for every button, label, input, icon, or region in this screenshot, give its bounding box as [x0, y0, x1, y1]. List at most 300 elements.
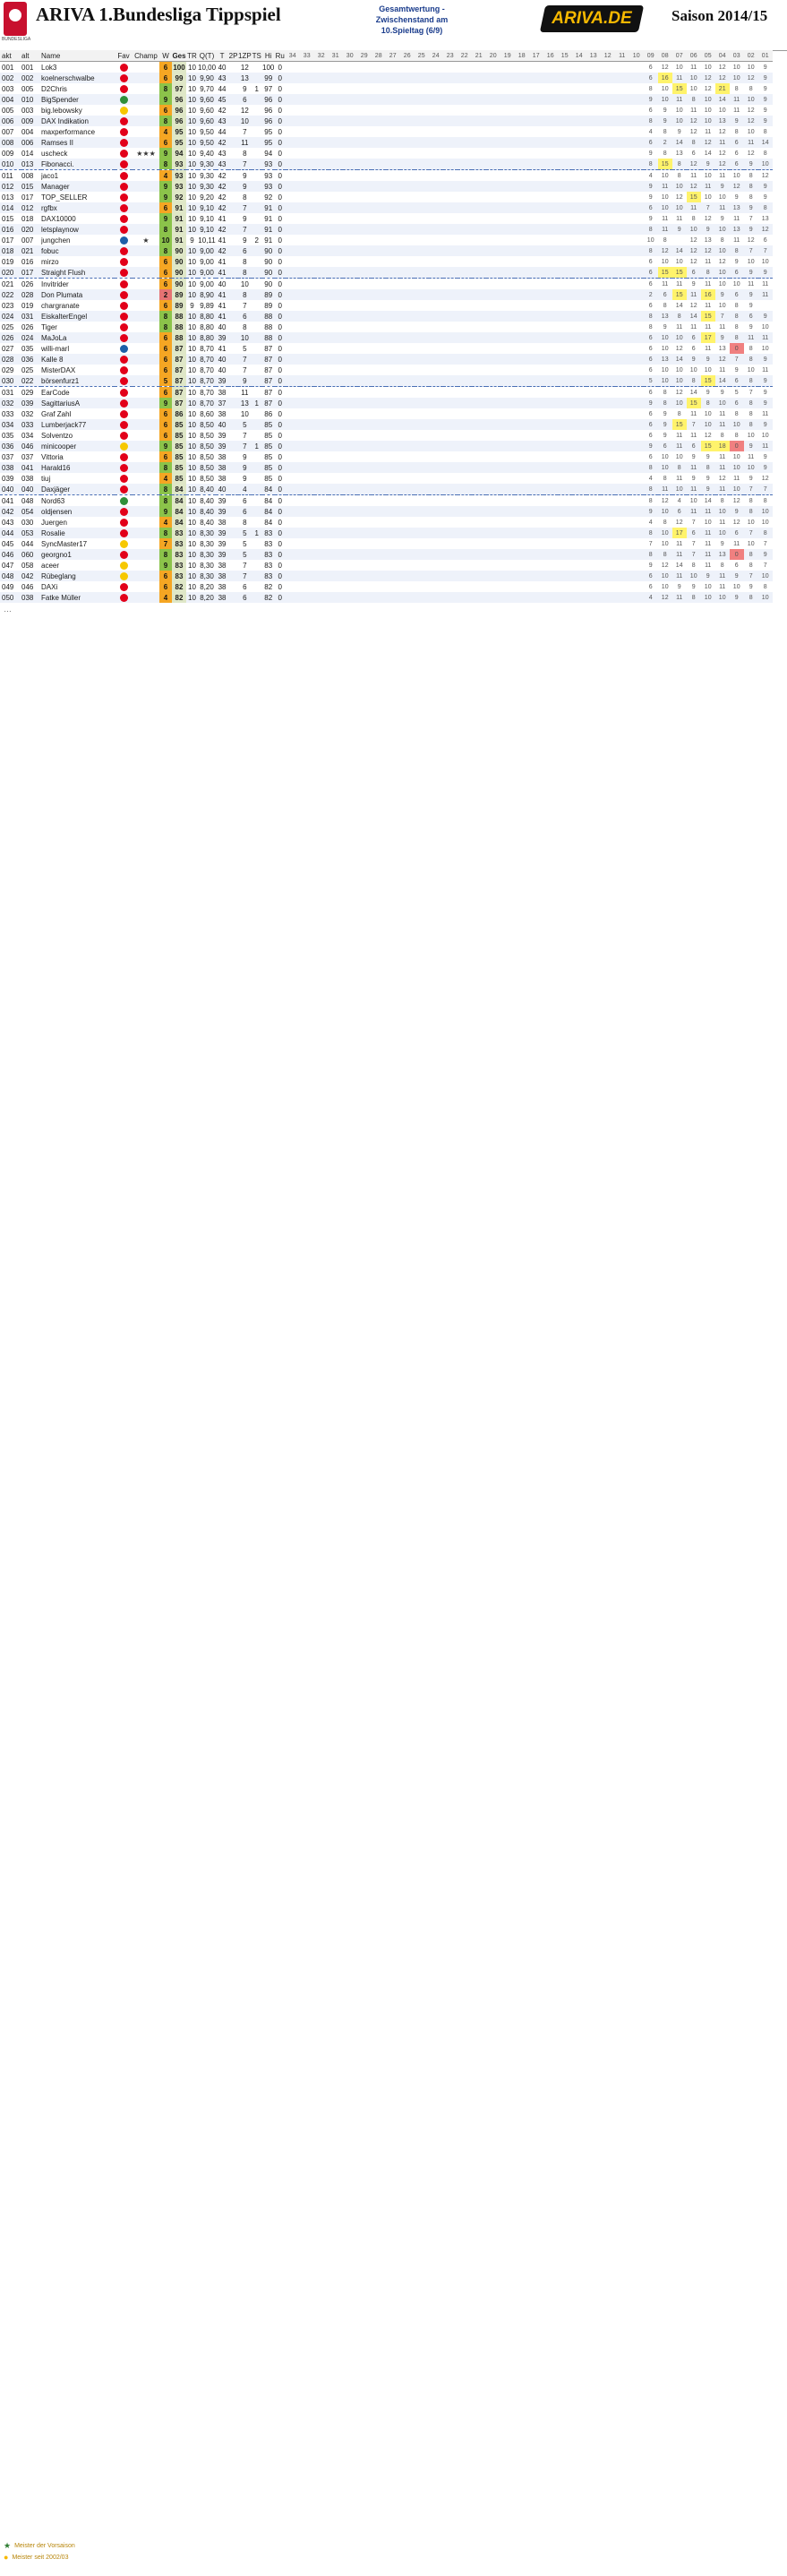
round-points: [343, 354, 357, 365]
round-points: 11: [672, 430, 687, 441]
round-points: 11: [701, 126, 715, 137]
tips-rounds: 10: [186, 332, 198, 343]
club-crest-icon: [120, 258, 128, 266]
rank-up: 0: [275, 560, 286, 571]
week-points: 8: [159, 224, 172, 235]
rank-current: 001: [0, 62, 21, 73]
player-name[interactable]: fobuc: [41, 245, 115, 256]
player-name[interactable]: DAX Indikation: [41, 116, 115, 126]
rank-up: 0: [275, 581, 286, 592]
player-name[interactable]: EiskalterEngel: [41, 311, 115, 322]
one-point: 6: [238, 495, 252, 507]
col-round: 03: [730, 50, 744, 62]
round-points: [386, 387, 400, 399]
round-points: 14: [672, 245, 687, 256]
rank-up: 0: [275, 528, 286, 538]
rank-previous: 007: [21, 235, 41, 245]
round-points: [357, 83, 372, 94]
round-points: 15: [658, 159, 672, 170]
table-row: [0, 538, 773, 549]
round-points: [500, 506, 515, 517]
round-points: [486, 581, 500, 592]
round-points: 9: [701, 484, 715, 495]
round-points: 6: [644, 430, 658, 441]
rank-up: 0: [275, 408, 286, 419]
round-points: [372, 375, 386, 387]
round-points: 6: [687, 528, 701, 538]
player-name[interactable]: TOP_SELLER: [41, 192, 115, 202]
round-points: [543, 332, 558, 343]
two-points: [228, 419, 238, 430]
round-points: [386, 73, 400, 83]
round-points: [558, 441, 572, 451]
round-points: 10: [715, 224, 730, 235]
round-points: [486, 300, 500, 311]
round-points: [343, 126, 357, 137]
round-points: 10: [730, 279, 744, 290]
round-points: [357, 267, 372, 279]
round-points: 9: [758, 462, 773, 473]
rank-previous: 002: [21, 73, 41, 83]
round-points: [429, 332, 443, 343]
one-point: 9: [238, 473, 252, 484]
club-crest-icon: [120, 475, 128, 483]
tips-rounds: 10: [186, 581, 198, 592]
round-points: [543, 571, 558, 581]
round-points: 6: [644, 62, 658, 73]
table-row: [0, 267, 773, 279]
two-points: [228, 365, 238, 375]
round-points: [601, 213, 615, 224]
round-points: [586, 441, 601, 451]
player-name[interactable]: SagittariusA: [41, 398, 115, 408]
tips-exact: 38: [216, 451, 228, 462]
favorite-club: [115, 332, 133, 343]
rank-previous: 026: [21, 322, 41, 332]
round-points: [558, 170, 572, 182]
tips-exact: 40: [216, 419, 228, 430]
favorite-club: [115, 245, 133, 256]
total-points: 85: [172, 430, 186, 441]
round-points: 6: [658, 441, 672, 451]
player-name[interactable]: Straight Flush: [41, 267, 115, 279]
round-points: 10: [758, 571, 773, 581]
round-points: [314, 365, 329, 375]
round-points: 10: [658, 451, 672, 462]
one-point: 7: [238, 300, 252, 311]
two-points: [228, 549, 238, 560]
tips-rounds: 10: [186, 192, 198, 202]
round-points: 8: [672, 170, 687, 182]
player-name[interactable]: uscheck: [41, 148, 115, 159]
round-points: [472, 224, 486, 235]
col-round: 04: [715, 50, 730, 62]
player-name[interactable]: jaco1: [41, 170, 115, 182]
player-name[interactable]: jungchen: [41, 235, 115, 245]
round-points: [601, 245, 615, 256]
round-points: [515, 105, 529, 116]
round-points: [500, 462, 515, 473]
one-point: 7: [238, 354, 252, 365]
club-crest-icon: [120, 139, 128, 147]
round-points: 9: [658, 408, 672, 419]
round-points: [300, 83, 314, 94]
player-name[interactable]: Rosalie: [41, 528, 115, 538]
round-points: [329, 549, 343, 560]
table-row: [0, 430, 773, 441]
one-point: 8: [238, 256, 252, 267]
one-point: 9: [238, 451, 252, 462]
quota: 8,30: [198, 560, 216, 571]
round-points: [615, 398, 629, 408]
round-points: [415, 343, 429, 354]
round-points: [586, 419, 601, 430]
round-points: [314, 408, 329, 419]
rank-current: 007: [0, 126, 21, 137]
round-points: [343, 365, 357, 375]
quota: 8,40: [198, 506, 216, 517]
round-points: 8: [658, 473, 672, 484]
round-points: [314, 279, 329, 290]
player-name[interactable]: Vittoria: [41, 451, 115, 462]
favorite-club: [115, 170, 133, 182]
champion-marks: [133, 332, 159, 343]
player-name[interactable]: mirzo: [41, 256, 115, 267]
round-points: [429, 375, 443, 387]
player-name[interactable]: Harald16: [41, 462, 115, 473]
player-name[interactable]: tiuj: [41, 473, 115, 484]
round-points: [286, 322, 300, 332]
round-points: [329, 137, 343, 148]
table-row: [0, 126, 773, 137]
round-points: 9: [644, 181, 658, 192]
round-points: [572, 181, 586, 192]
player-name[interactable]: willi-marl: [41, 343, 115, 354]
round-points: 10: [701, 62, 715, 73]
player-name[interactable]: MisterDAX: [41, 365, 115, 375]
round-points: [400, 332, 415, 343]
round-points: [372, 62, 386, 73]
round-points: 11: [715, 571, 730, 581]
round-points: [543, 484, 558, 495]
round-points: [515, 517, 529, 528]
player-name[interactable]: BigSpender: [41, 94, 115, 105]
total-points: 93: [172, 159, 186, 170]
round-points: 9: [687, 354, 701, 365]
player-name[interactable]: Ramses II: [41, 137, 115, 148]
round-points: 9: [744, 202, 758, 213]
tips-rounds: 10: [186, 354, 198, 365]
col-q: Q(T): [199, 51, 215, 60]
round-points: [429, 170, 443, 182]
round-points: 12: [715, 159, 730, 170]
player-name[interactable]: Fibonacci.: [41, 159, 115, 170]
round-points: [529, 484, 543, 495]
round-points: 10: [744, 126, 758, 137]
round-points: [443, 365, 458, 375]
round-points: [429, 549, 443, 560]
player-name[interactable]: letsplaynow: [41, 224, 115, 235]
round-points: [343, 441, 357, 451]
rank-up: 0: [275, 343, 286, 354]
player-name[interactable]: Kalle 8: [41, 354, 115, 365]
table-row: [0, 224, 773, 235]
round-points: 11: [701, 506, 715, 517]
round-points: [429, 105, 443, 116]
player-name[interactable]: rgfbx: [41, 202, 115, 213]
round-points: [386, 408, 400, 419]
round-points: [629, 332, 644, 343]
round-points: [343, 571, 357, 581]
round-points: [372, 408, 386, 419]
player-name[interactable]: DAX10000: [41, 213, 115, 224]
two-points: [228, 181, 238, 192]
rank-previous: 005: [21, 83, 41, 94]
one-point: 6: [238, 592, 252, 603]
table-row: [0, 235, 773, 245]
table-row: [0, 408, 773, 419]
player-name[interactable]: minicooper: [41, 441, 115, 451]
one-point: 9: [238, 235, 252, 245]
one-point: 8: [238, 148, 252, 159]
round-points: 11: [744, 279, 758, 290]
round-points: [458, 430, 472, 441]
tips-rounds: 10: [186, 571, 198, 581]
player-name[interactable]: Don Plumata: [41, 289, 115, 300]
one-point: 6: [238, 311, 252, 322]
round-points: [300, 267, 314, 279]
round-points: [372, 419, 386, 430]
player-name[interactable]: koelnerschwalbe: [41, 73, 115, 83]
rank-up: 0: [275, 73, 286, 83]
round-points: [286, 213, 300, 224]
round-points: [601, 484, 615, 495]
round-points: [400, 592, 415, 603]
round-points: [415, 354, 429, 365]
round-points: [486, 148, 500, 159]
favorite-club: [115, 267, 133, 279]
round-points: 10: [672, 398, 687, 408]
two-points: [228, 116, 238, 126]
round-points: 10: [658, 256, 672, 267]
round-points: [629, 322, 644, 332]
round-points: 11: [672, 592, 687, 603]
tips-rounds: 10: [186, 473, 198, 484]
round-points: 7: [687, 538, 701, 549]
round-points: 11: [701, 560, 715, 571]
round-points: 7: [744, 387, 758, 399]
round-points: [515, 451, 529, 462]
round-points: [314, 484, 329, 495]
round-points: [472, 387, 486, 399]
round-points: [543, 126, 558, 137]
round-points: [458, 62, 472, 73]
player-name[interactable]: EarCode: [41, 387, 115, 399]
round-points: [486, 517, 500, 528]
round-points: [357, 279, 372, 290]
round-points: [529, 462, 543, 473]
round-points: 6: [644, 343, 658, 354]
round-points: [486, 451, 500, 462]
round-points: [529, 279, 543, 290]
total-points: 94: [172, 148, 186, 159]
round-points: [601, 289, 615, 300]
two-points: [228, 451, 238, 462]
week-points: 6: [159, 279, 172, 290]
player-name[interactable]: Juergen: [41, 517, 115, 528]
top-score: [252, 495, 262, 507]
round-points: 9: [730, 192, 744, 202]
total-points: 90: [172, 256, 186, 267]
rank-previous: 031: [21, 311, 41, 322]
round-points: 4: [644, 592, 658, 603]
round-points: [615, 279, 629, 290]
round-points: [472, 441, 486, 451]
round-points: [386, 462, 400, 473]
round-points: [500, 528, 515, 538]
player-name[interactable]: Graf Zahl: [41, 408, 115, 419]
round-points: [543, 289, 558, 300]
player-name[interactable]: Fatke Müller: [41, 592, 115, 603]
quota: 9,00: [198, 245, 216, 256]
player-name[interactable]: Rübeglang: [41, 571, 115, 581]
round-points: [601, 83, 615, 94]
round-points: [386, 181, 400, 192]
two-points: [228, 592, 238, 603]
rank-current: 015: [0, 213, 21, 224]
round-points: [329, 202, 343, 213]
round-points: 0: [730, 343, 744, 354]
col-ges: Ges: [172, 51, 186, 60]
table-row: [0, 83, 773, 94]
week-points: 4: [159, 592, 172, 603]
two-points: [228, 495, 238, 507]
round-points: 8: [744, 170, 758, 182]
week-points: 8: [159, 462, 172, 473]
round-points: 7: [687, 517, 701, 528]
round-points: [443, 528, 458, 538]
round-points: [386, 354, 400, 365]
player-name[interactable]: Lok3: [41, 62, 115, 73]
round-points: [472, 235, 486, 245]
tips-rounds: 10: [186, 181, 198, 192]
round-points: [343, 592, 357, 603]
player-name[interactable]: Daxjäger: [41, 484, 115, 495]
round-points: 12: [672, 343, 687, 354]
round-points: [458, 343, 472, 354]
player-name[interactable]: MaJoLa: [41, 332, 115, 343]
round-points: [472, 289, 486, 300]
player-name[interactable]: börsenfurz1: [41, 375, 115, 387]
round-points: [586, 94, 601, 105]
player-name[interactable]: Invitrider: [41, 279, 115, 290]
player-name[interactable]: maxperformance: [41, 126, 115, 137]
round-points: [629, 430, 644, 441]
week-points: 8: [159, 528, 172, 538]
round-points: [372, 83, 386, 94]
round-points: [415, 332, 429, 343]
round-points: 11: [730, 473, 744, 484]
round-points: [286, 181, 300, 192]
round-points: [615, 441, 629, 451]
rank-up: 0: [275, 83, 286, 94]
tips-rounds: 10: [186, 419, 198, 430]
rank-current: 033: [0, 408, 21, 419]
player-name[interactable]: DAXi: [41, 581, 115, 592]
round-points: [286, 419, 300, 430]
player-name[interactable]: Tiger: [41, 322, 115, 332]
round-points: 14: [687, 387, 701, 399]
round-points: [601, 279, 615, 290]
round-points: [343, 484, 357, 495]
round-points: [543, 267, 558, 279]
round-points: [415, 256, 429, 267]
round-points: 11: [715, 484, 730, 495]
favorite-club: [115, 311, 133, 322]
round-points: [429, 192, 443, 202]
round-points: [601, 506, 615, 517]
round-points: 12: [758, 170, 773, 182]
total-points: 93: [172, 181, 186, 192]
player-name[interactable]: Nord63: [41, 495, 115, 507]
season-label: Saison 2014/15: [672, 7, 768, 24]
round-points: [329, 375, 343, 387]
one-point: 13: [238, 73, 252, 83]
round-points: [372, 441, 386, 451]
round-points: [343, 116, 357, 126]
player-name[interactable]: Solventzo: [41, 430, 115, 441]
round-points: [357, 137, 372, 148]
player-name[interactable]: big.lebowsky: [41, 105, 115, 116]
player-name[interactable]: SyncMaster17: [41, 538, 115, 549]
round-points: [515, 506, 529, 517]
highest: 84: [262, 484, 275, 495]
player-name[interactable]: georgno1: [41, 549, 115, 560]
round-points: [386, 592, 400, 603]
round-points: [529, 506, 543, 517]
top-score: [252, 148, 262, 159]
round-points: [558, 311, 572, 322]
round-points: [586, 256, 601, 267]
round-points: 6: [730, 375, 744, 387]
player-name[interactable]: oldjensen: [41, 506, 115, 517]
round-points: 10: [687, 83, 701, 94]
player-name[interactable]: D2Chris: [41, 83, 115, 94]
round-points: [286, 560, 300, 571]
player-name[interactable]: chargranate: [41, 300, 115, 311]
player-name[interactable]: aceer: [41, 560, 115, 571]
round-points: [515, 256, 529, 267]
round-points: [615, 245, 629, 256]
player-name[interactable]: Lumberjack77: [41, 419, 115, 430]
round-points: [300, 398, 314, 408]
round-points: 11: [672, 473, 687, 484]
round-points: 10: [701, 192, 715, 202]
player-name[interactable]: Manager: [41, 181, 115, 192]
round-points: [415, 170, 429, 182]
round-points: [601, 375, 615, 387]
total-points: 96: [172, 94, 186, 105]
round-points: 8: [730, 430, 744, 441]
round-points: 11: [687, 289, 701, 300]
round-points: [486, 441, 500, 451]
round-points: [500, 484, 515, 495]
round-points: [443, 343, 458, 354]
round-points: [558, 300, 572, 311]
champion-marks: [133, 462, 159, 473]
one-point: 10: [238, 279, 252, 290]
round-points: [601, 549, 615, 560]
